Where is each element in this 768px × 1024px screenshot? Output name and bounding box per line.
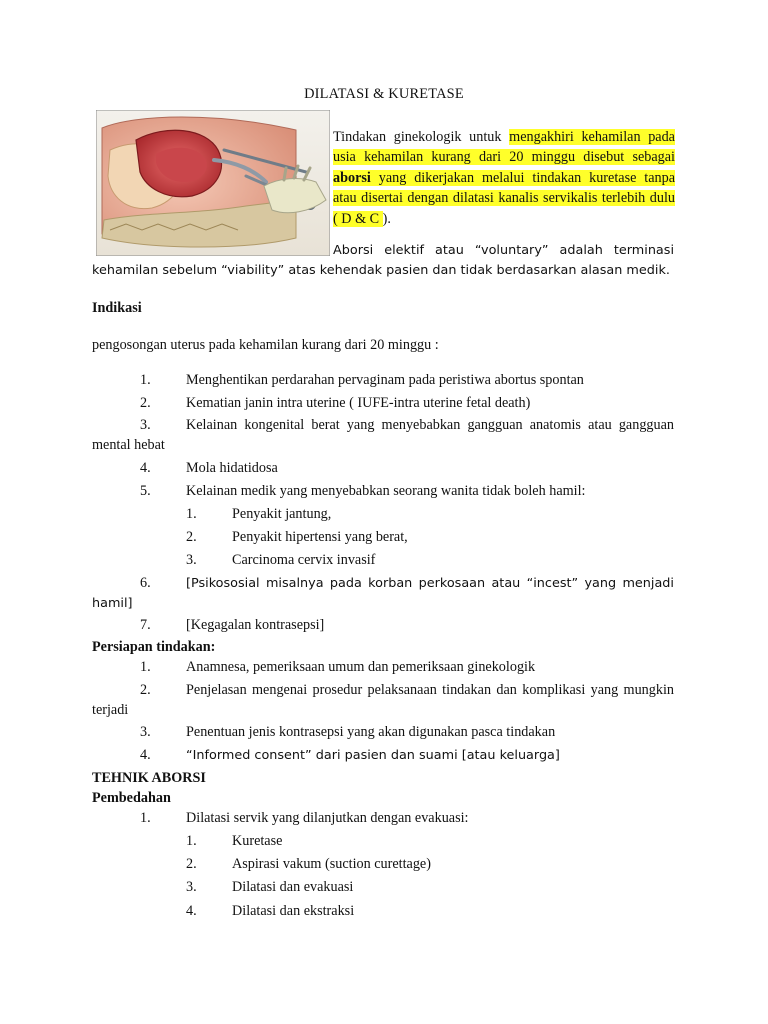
list-item: 2. Kematian janin intra uterine ( IUFE-intra uterine fetal death) bbox=[140, 395, 531, 411]
sub-list-item: 1. Kuretase bbox=[186, 833, 283, 849]
sub-list-item: 2. Penyakit hipertensi yang berat, bbox=[186, 529, 408, 545]
list-item: 2. Penjelasan mengenai prosedur pelaksanaan tindakan dan komplikasi yang mungkin terjadi bbox=[92, 682, 674, 718]
list-item: 3. Penentuan jenis kontrasepsi yang akan digunakan pasca tindakan bbox=[140, 724, 556, 740]
dilatation-curettage-illustration bbox=[96, 110, 330, 256]
indikasi-heading: Indikasi bbox=[92, 300, 142, 316]
intro-text-tail: ). bbox=[382, 210, 391, 227]
persiapan-heading: Persiapan tindakan: bbox=[92, 639, 216, 655]
list-item: 6. [Psikososial misalnya pada korban perkosaan atau “incest” yang menjadi hamil] bbox=[92, 575, 674, 611]
sub-list-item: 3. Carcinoma cervix invasif bbox=[186, 552, 376, 568]
intro-highlight-bold: aborsi bbox=[333, 169, 371, 186]
pembedahan-subheading: Pembedahan bbox=[92, 790, 171, 806]
sub-list-item: 4. Dilatasi dan ekstraksi bbox=[186, 903, 355, 919]
intro-highlight-1: mengakhiri kehamilan pada usia kehamilan kurang dari 20 minggu disebut sebagai bbox=[333, 129, 675, 166]
intro-text-1: Tindakan ginekologik untuk bbox=[333, 129, 510, 145]
list-item: 3. Kelainan kongenital berat yang menyebabkan gangguan anatomis atau gangguan mental hebat bbox=[92, 417, 674, 453]
intro-paragraph bbox=[333, 127, 675, 229]
document-title: DILATASI & KURETASE bbox=[304, 86, 464, 102]
list-item: 7. [Kegagalan kontrasepsi] bbox=[140, 617, 325, 633]
tehnik-heading: TEHNIK ABORSI bbox=[92, 770, 206, 786]
indikasi-lead: pengosongan uterus pada kehamilan kurang dari 20 minggu : bbox=[92, 337, 439, 353]
list-item: 1. Anamnesa, pemeriksaan umum dan pemeriksaan ginekologik bbox=[140, 659, 536, 675]
sub-list-item: 2. Aspirasi vakum (suction curettage) bbox=[186, 856, 431, 872]
sub-list-item: 3. Dilatasi dan evakuasi bbox=[186, 879, 354, 895]
list-item: 1. Dilatasi servik yang dilanjutkan dengan evakuasi: bbox=[140, 810, 469, 826]
intro-highlight-2: yang dikerjakan melalui tindakan kuretase tanpa atau disertai dengan dilatasi kanalis servikalis terlebih dulu ( D & C bbox=[333, 169, 675, 227]
list-item: 5. Kelainan medik yang menyebabkan seorang wanita tidak boleh hamil: bbox=[140, 483, 586, 499]
elective-abortion-paragraph: Aborsi elektif atau “voluntary” adalah terminasi kehamilan sebelum “viability” atas kehendak pasien dan tidak berdasarkan alasan medik. bbox=[92, 243, 674, 279]
list-item: 4. Mola hidatidosa bbox=[140, 460, 278, 476]
list-item: 1. Menghentikan perdarahan pervaginam pada peristiwa abortus spontan bbox=[140, 372, 584, 388]
list-item: 4. “Informed consent” dari pasien dan suami [atau keluarga] bbox=[140, 747, 560, 763]
sub-list-item: 1. Penyakit jantung, bbox=[186, 506, 332, 522]
